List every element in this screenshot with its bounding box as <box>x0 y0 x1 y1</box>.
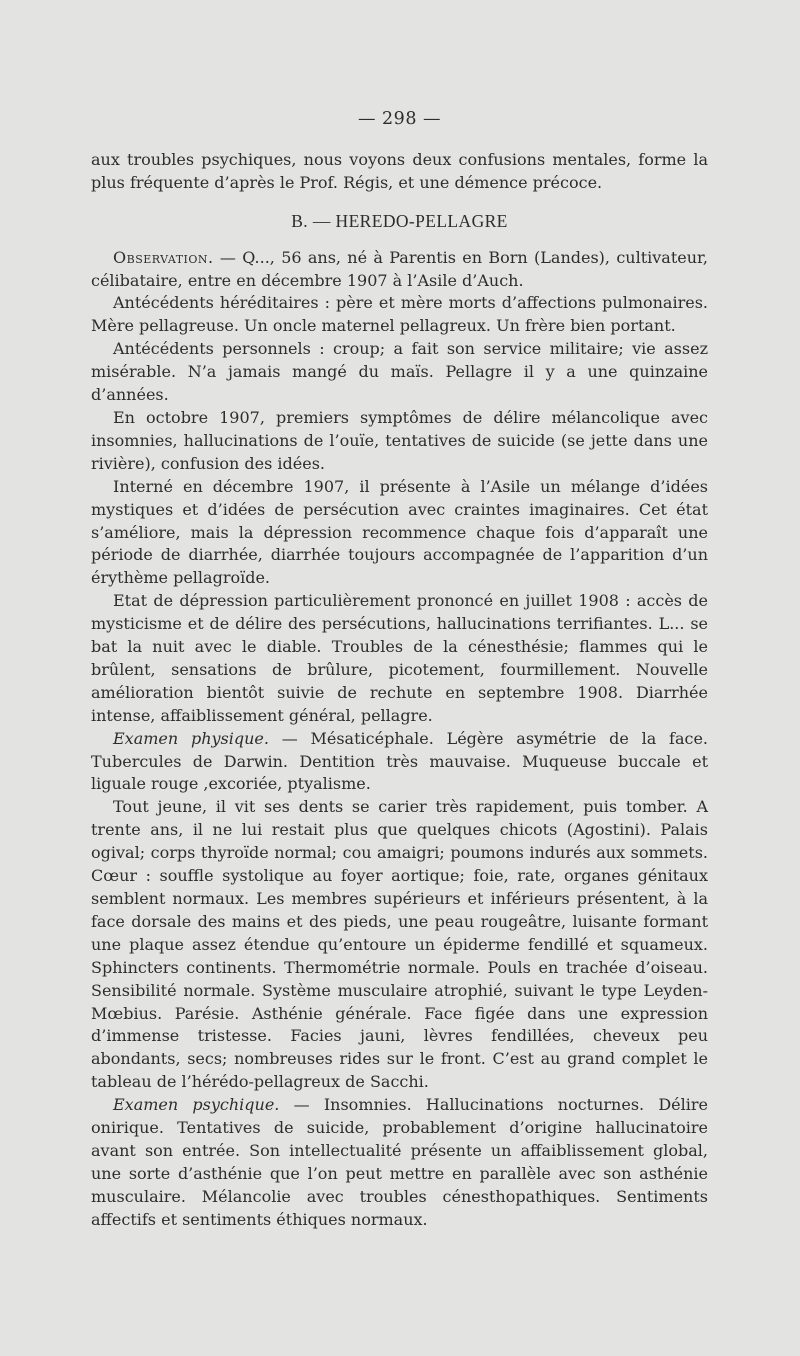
hereditary-antecedents-paragraph: Antécédents héréditaires : père et mère morts d’affections pulmonaires. Mère pellagreuse. Un oncle maternel pellagreux. Un frère bien portant. <box>91 293 708 336</box>
physical-exam-text: — Mésaticéphale. Légère asymétrie de la face. Tubercules de Darwin. Dentition très mauvaise. Muqueuse buccale et liguale rouge ,excoriée, ptyalisme. <box>91 728 708 794</box>
intro-paragraph: aux troubles psychiques, nous voyons deux confusions mentales, forme la plus fréquente d’après le Prof. Régis, et une démence précoce. <box>91 149 708 192</box>
psychic-exam-lead: Examen psychique. <box>113 1095 280 1115</box>
observation-lead: Observation. <box>113 247 214 267</box>
observation-text: — Q..., 56 ans, né à Parentis en Born (Landes), cultivateur, célibataire, entre en décembre 1907 à l’Asile d’Auch. <box>91 247 708 290</box>
physical-details-paragraph: Tout jeune, il vit ses dents se carier très rapidement, puis tomber. A trente ans, il ne lui restait plus que quelques chicots (Agostini). Palais ogival; corps thyroïde normal; cou amaigri; poumons indurés aux sommets. Cœur : souffle systolique au foyer aortique; foie, rate, organes génitaux semblent normaux. Les membres supérieurs et inférieurs présentent, à la face dorsale des mains et des pieds, une peau rougeâtre, luisante formant une plaque assez étendue qu’entoure un épiderme fendillé et squameux. Sphincters continents. Thermométrie normale. Pouls en trachée d’oiseau. Sensibilité normale. Système musculaire atrophié, suivant le type Leyden-Mœbius. Parésie. Asthénie générale. Face figée dans une expression d’immense tristesse. Facies jauni, lèvres fendillées, cheveux peu abondants, secs; nombreuses rides sur le front. C’est au grand complet le tableau de l’hérédo-pellagreux de Sacchi. <box>91 797 708 1092</box>
physical-exam-paragraph <box>91 728 708 797</box>
observation-paragraph <box>91 247 708 293</box>
page-number: — 298 — <box>357 109 442 129</box>
psychic-exam-text: — Insomnies. Hallucinations nocturnes. Délire onirique. Tentatives de suicide, probablement d’origine hallucinatoire avant son entrée. Son intellectualité présente un affaiblissement global, une sorte d’asthénie que l’on peut mettre en parallèle avec son asthénie musculaire. Mélancolie avec troubles cénesthopathiques. Sentiments affectifs et sentiments éthiques normaux. <box>91 1095 708 1229</box>
physical-exam-lead: Examen physique. <box>113 728 269 748</box>
depression-paragraph: Etat de dépression particulièrement prononcé en juillet 1908 : accès de mysticisme et de délire des persécutions, hallucinations terrifiantes. L... se bat la nuit avec le diable. Troubles de la cénesthésie; flammes qui le brûlent, sensations de brûlure, picotement, fourmillement. Nouvelle amélioration bientôt suivie de rechute en septembre 1908. Diarrhée intense, affaiblissement général, pellagre. <box>91 591 708 725</box>
personal-antecedents-paragraph: Antécédents personnels : croup; a fait son service militaire; vie assez misérable. N’a jamais mangé du maïs. Pellagre il y a une quinzaine d’années. <box>91 339 708 405</box>
first-symptoms-paragraph: En octobre 1907, premiers symptômes de délire mélancolique avec insomnies, hallucinations de l’ouïe, tentatives de suicide (se jette dans une rivière), confusion des idées. <box>91 407 708 473</box>
psychic-exam-paragraph <box>91 1094 708 1231</box>
internment-paragraph: Interné en décembre 1907, il présente à l’Asile un mélange d’idées mystiques et d’idées de persécution avec craintes imaginaires. Cet état s’améliore, mais la dépression recommence chaque fois d’apparaît une période de diarrhée, diarrhée toujours accompagnée de l’apparition d’un érythème pellagroïde. <box>91 476 708 588</box>
section-title: B. — HEREDO-PELLAGRE <box>291 210 508 231</box>
page-text <box>91 108 708 1232</box>
